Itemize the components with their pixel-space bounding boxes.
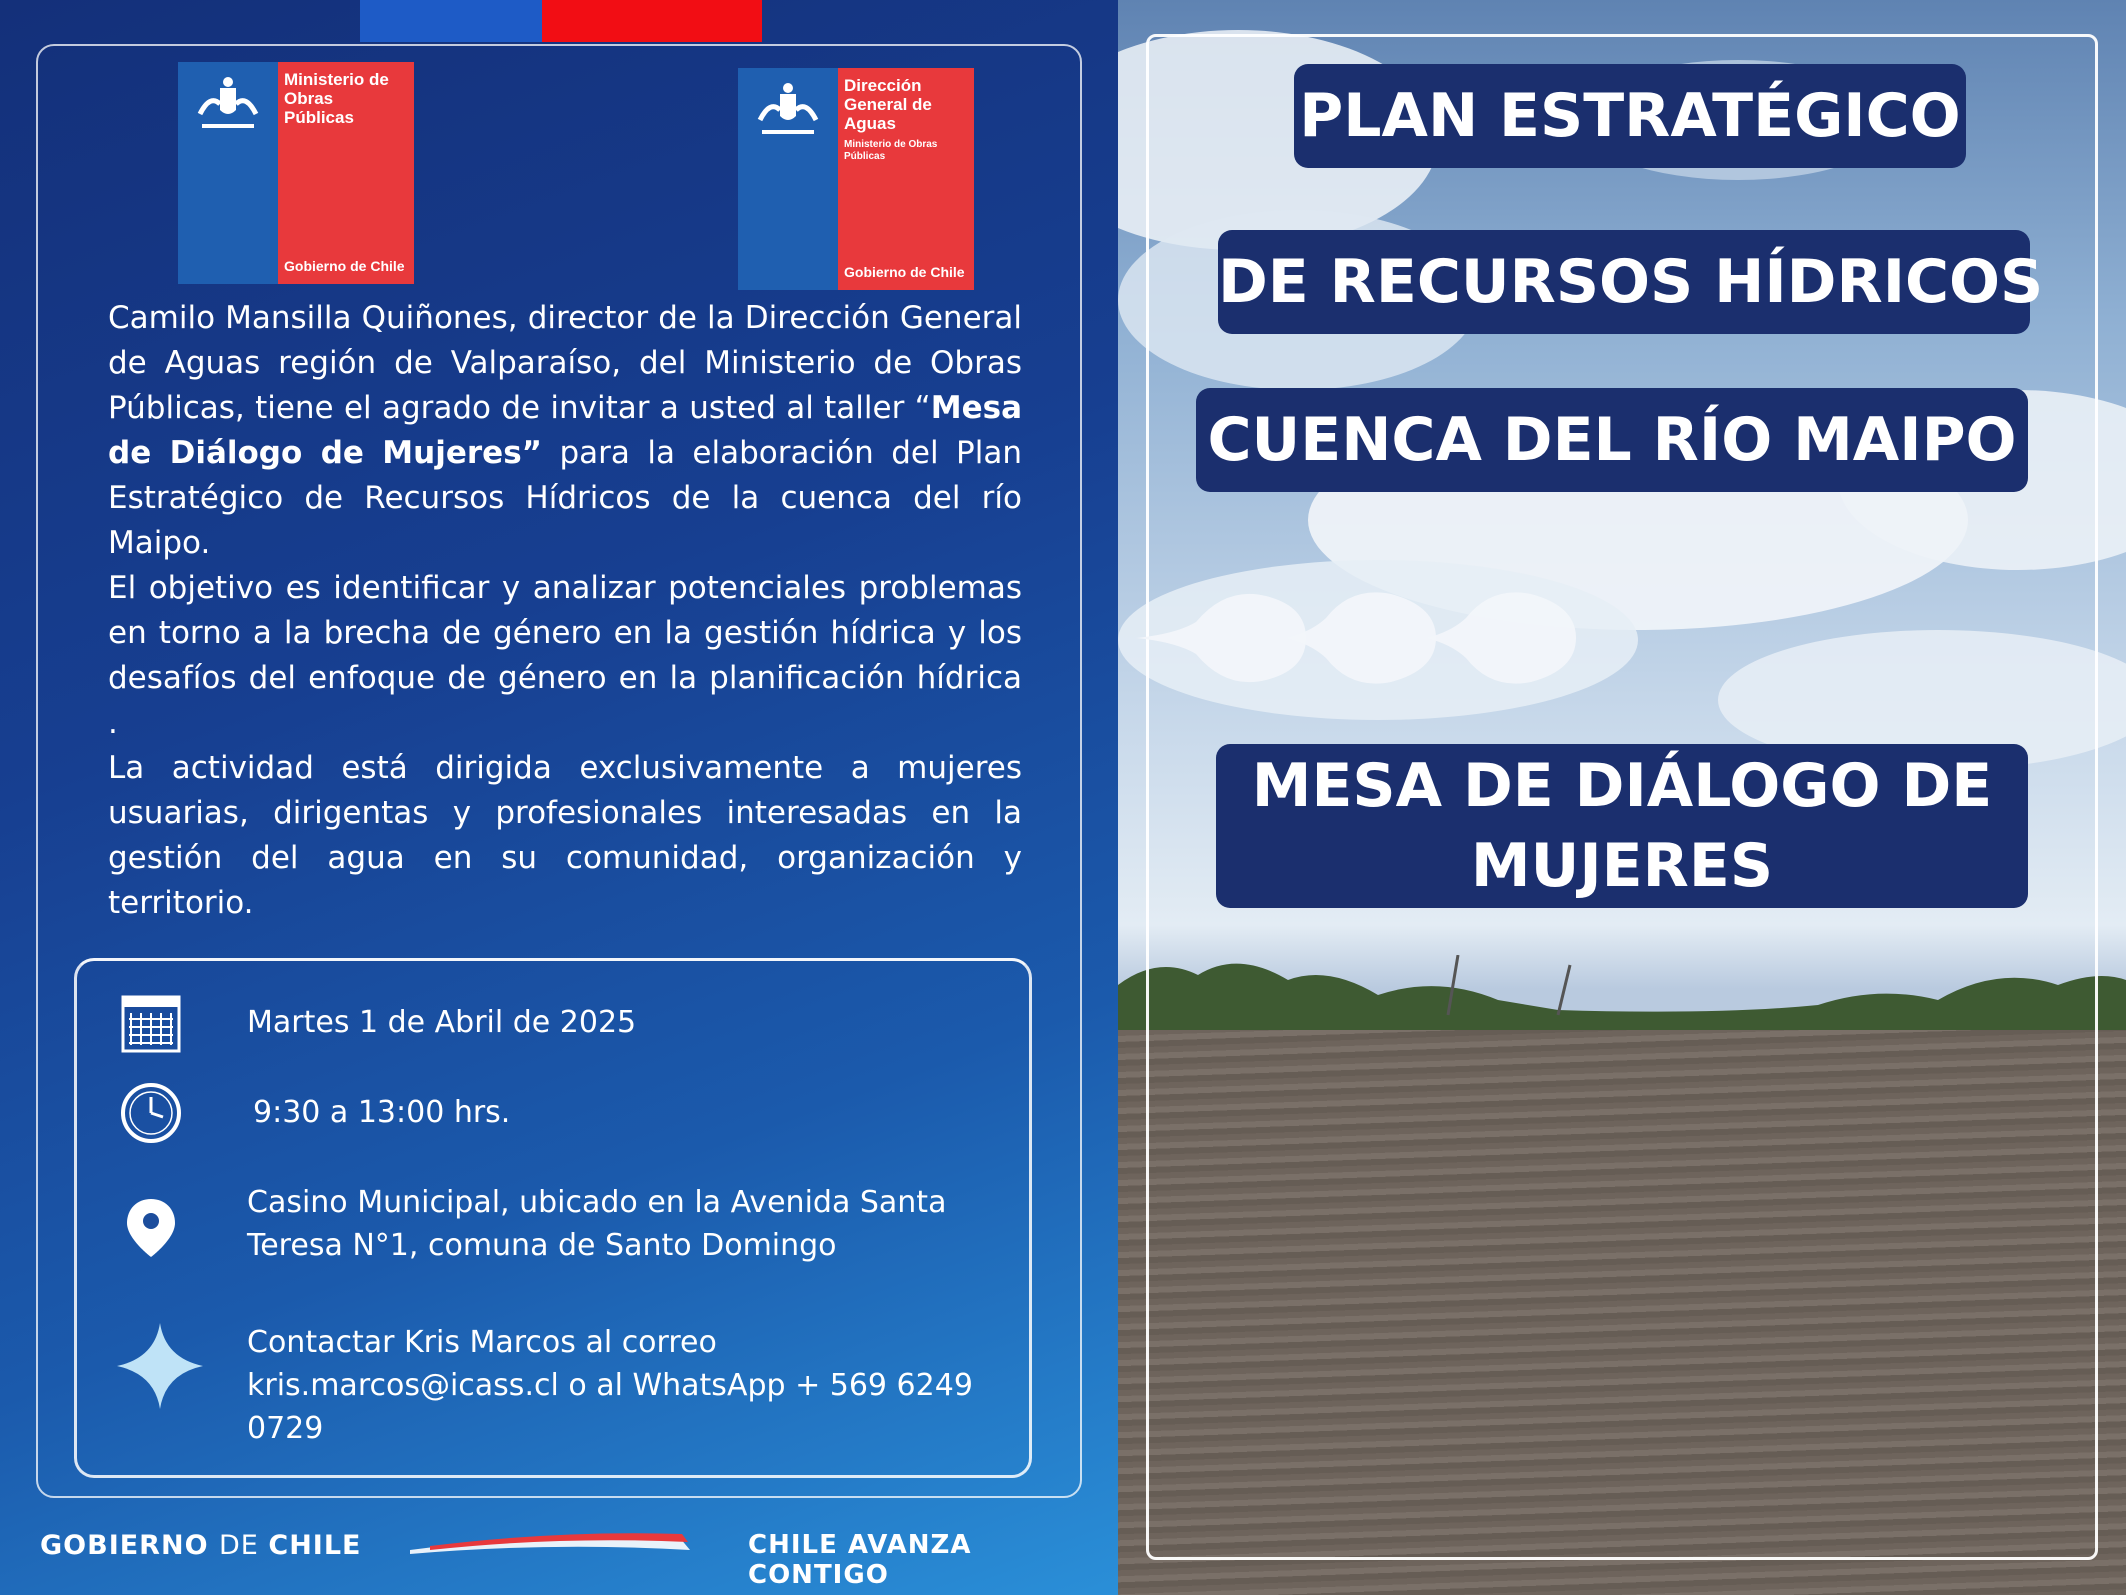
logo-subline: Ministerio de Obras: [844, 139, 938, 150]
flag-stripe-red: [542, 0, 762, 42]
coat-of-arms-icon: [752, 80, 824, 142]
invitation-paragraph: Camilo Mansilla Quiñones, director de la Dirección General de Aguas región de Valparaíso, del Ministerio de Obras Públicas, tiene el agrado de invitar a usted al taller “Mesa de Diálogo de Mujeres” para la elaboración del Plan Estratégico de Recursos Hídricos de la cuenca del río Maipo.: [108, 300, 1022, 561]
logo-line: Públicas: [284, 108, 354, 127]
event-details-box: [74, 958, 1032, 1478]
title-plan-estrategico: PLAN ESTRATÉGICO: [1294, 64, 1966, 168]
cover-panel: [1118, 0, 2126, 1595]
logo-subline: Públicas: [844, 151, 886, 162]
water-drops-icon: [1136, 586, 1596, 690]
logo-line: Ministerio de: [284, 70, 389, 89]
title-mesa-dialogo: MESA DE DIÁLOGO DE MUJERES: [1216, 744, 2028, 908]
clock-icon: [119, 1081, 183, 1145]
audience-paragraph: La actividad está dirigida exclusivamente a mujeres usuarias, dirigentas y profesionales interesadas en la gestión del agua en su comunidad, organización y territorio.: [108, 750, 1022, 921]
location-pin-icon: [119, 1187, 183, 1267]
logo-line: Dirección: [844, 76, 922, 95]
logo-footer: Gobierno de Chile: [844, 264, 965, 280]
coat-of-arms-icon: [192, 74, 264, 136]
logo-footer: Gobierno de Chile: [284, 258, 405, 274]
gobierno-footer-logo: GOBIERNO DE CHILE: [40, 1530, 362, 1561]
logo-line: Aguas: [844, 114, 896, 133]
dga-logo: [738, 68, 974, 290]
event-time: 9:30 a 13:00 hrs.: [253, 1095, 511, 1130]
event-location: Casino Municipal, ubicado en la Avenida Santa Teresa N°1, comuna de Santo Domingo: [247, 1185, 947, 1263]
objective-paragraph: El objetivo es identificar y analizar potenciales problemas en torno a la brecha de género en la gestión hídrica y los desafíos del enfoque de género en la planificación hídrica .: [108, 570, 1022, 741]
title-cuenca-maipo: CUENCA DEL RÍO MAIPO: [1196, 388, 2028, 492]
mop-logo: [178, 62, 414, 284]
sparkle-icon: [117, 1321, 203, 1411]
logo-line: General de: [844, 95, 932, 114]
event-contact: Contactar Kris Marcos al correo kris.marcos@icass.cl o al WhatsApp + 569 6249 0729: [247, 1325, 973, 1446]
title-recursos-hidricos: DE RECURSOS HÍDRICOS: [1218, 230, 2030, 334]
logo-line: Obras: [284, 89, 334, 108]
footer-swoosh-icon: [410, 1528, 690, 1558]
event-date: Martes 1 de Abril de 2025: [247, 1005, 637, 1040]
flag-stripe-blue: [360, 0, 542, 42]
slogan-footer: CHILE AVANZA CONTIGO: [748, 1530, 972, 1590]
calendar-icon: [119, 991, 183, 1055]
